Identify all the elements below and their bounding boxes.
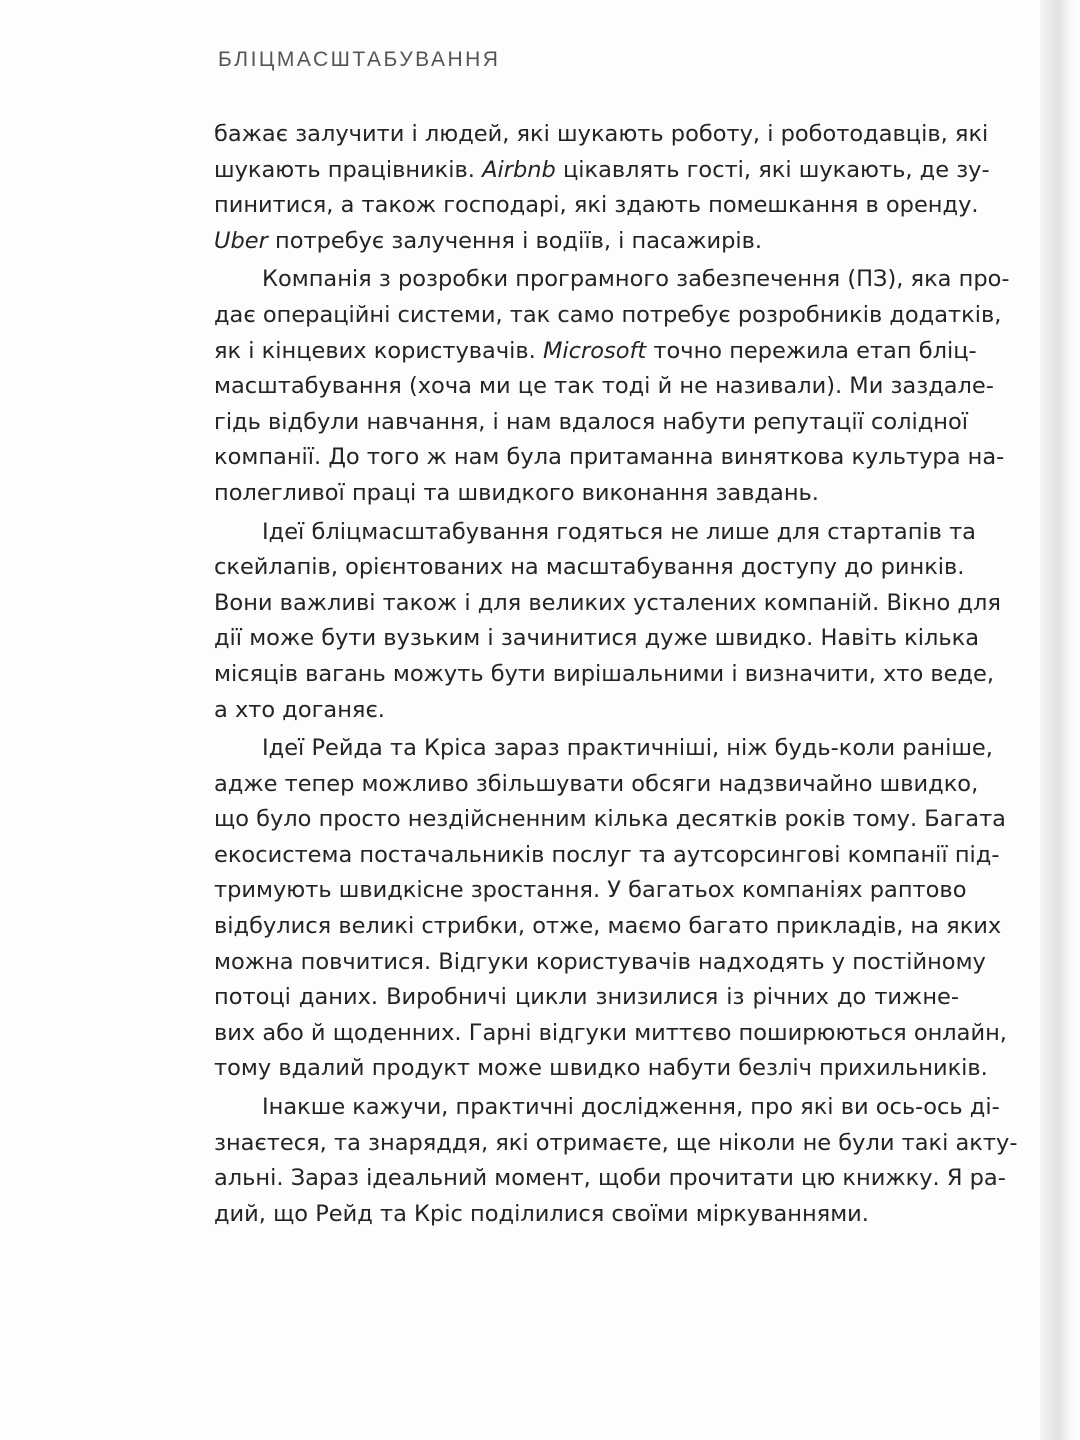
paragraph — [214, 1090, 1018, 1232]
text-line: дає операційні системи, так само потребує розробників додатків, — [214, 301, 1002, 328]
running-head: БЛІЦМАСШТАБУВАННЯ — [218, 48, 501, 71]
text-line — [214, 153, 990, 189]
text-line: потоці даних. Виробничі цикли знизилися із річних до тижне- — [214, 984, 959, 1011]
text-line: тому вдалий продукт може швидко набути безліч прихильників. — [214, 1055, 988, 1082]
text-line: можна повчитися. Відгуки користувачів надходять у постійному — [214, 948, 986, 975]
text-line: дії може бути вузьким і зачинитися дуже швидко. Навіть кілька — [214, 625, 980, 652]
text-line: відбулися великі стрибки, отже, маємо багато прикладів, на яких — [214, 913, 1002, 940]
text-line: масштабування (хоча ми це так тоді й не називали). Ми заздале- — [214, 373, 994, 400]
text-line: Компанія з розробки програмного забезпечення (ПЗ), яка про- — [262, 266, 1010, 293]
paragraph — [214, 117, 990, 259]
italic-brand-name: Microsoft — [542, 337, 647, 364]
page-edge-shadow — [1040, 0, 1080, 1440]
text-line — [214, 224, 959, 260]
text-line: місяців вагань можуть бути вирішальними і визначити, хто веде, — [214, 660, 995, 687]
text-segment: цікавлять гості, які шукають, де зу- — [555, 156, 990, 183]
text-line — [214, 334, 977, 370]
italic-brand-name: Uber — [214, 227, 268, 254]
text-line: вих або й щоденних. Гарні відгуки миттєво поширюються онлайн, — [214, 1019, 1007, 1046]
text-segment: шукають працівників. — [214, 156, 483, 183]
text-line: Вони важливі також і для великих усталених компаній. Вікно для — [214, 589, 1001, 616]
paragraph — [214, 515, 1001, 729]
text-line: бажає залучити і людей, які шукають роботу, і роботодавців, які — [214, 121, 989, 147]
text-line: альні. Зараз ідеальний момент, щоби прочитати цю книжку. Я ра- — [214, 1165, 1006, 1192]
text-line: Ідеї бліцмасштабування годяться не лише для стартапів та — [262, 518, 976, 545]
paragraph — [214, 731, 1007, 1087]
text-line: компанії. До того ж нам була притаманна виняткова культура на- — [214, 444, 1005, 471]
text-line: Інакше кажучи, практичні дослідження, про які ви ось-ось ді- — [262, 1094, 1000, 1121]
text-segment: як і кінцевих користувачів. — [214, 337, 543, 364]
text-line: знаєтеся, та знаряддя, які отримаєте, ще ніколи не були такі акту- — [214, 1129, 1018, 1156]
text-line: Ідеї Рейда та Кріса зараз практичніші, ніж будь-коли раніше, — [262, 735, 993, 762]
text-line: полегливої праці та швидкого виконання завдань. — [214, 479, 819, 506]
text-line: а хто доганяє. — [214, 696, 385, 723]
text-line: дий, що Рейд та Кріс поділилися своїми міркуваннями. — [214, 1200, 869, 1227]
text-line: що було просто нездійсненним кілька десятків років тому. Багата — [214, 806, 1006, 833]
text-line: тримують швидкісне зростання. У багатьох компаніях раптово — [214, 877, 967, 904]
text-line: екосистема постачальників послуг та аутсорсингові компанії під- — [214, 841, 1000, 868]
text-line: гідь відбули навчання, і нам вдалося набути репутації солідної — [214, 408, 969, 435]
italic-brand-name: Airbnb — [482, 156, 556, 183]
text-line: адже тепер можливо збільшувати обсяги надзвичайно швидко, — [214, 770, 979, 797]
text-segment: точно пережила етап бліц- — [646, 337, 977, 364]
text-line: скейлапів, орієнтованих на масштабування доступу до ринків. — [214, 554, 965, 581]
paragraph — [214, 262, 1010, 511]
body-text — [214, 117, 1018, 1232]
text-segment: потребує залучення і водіїв, і пасажирів. — [267, 227, 763, 254]
text-line: пинитися, а також господарі, які здають помешкання в оренду. — [214, 192, 979, 219]
